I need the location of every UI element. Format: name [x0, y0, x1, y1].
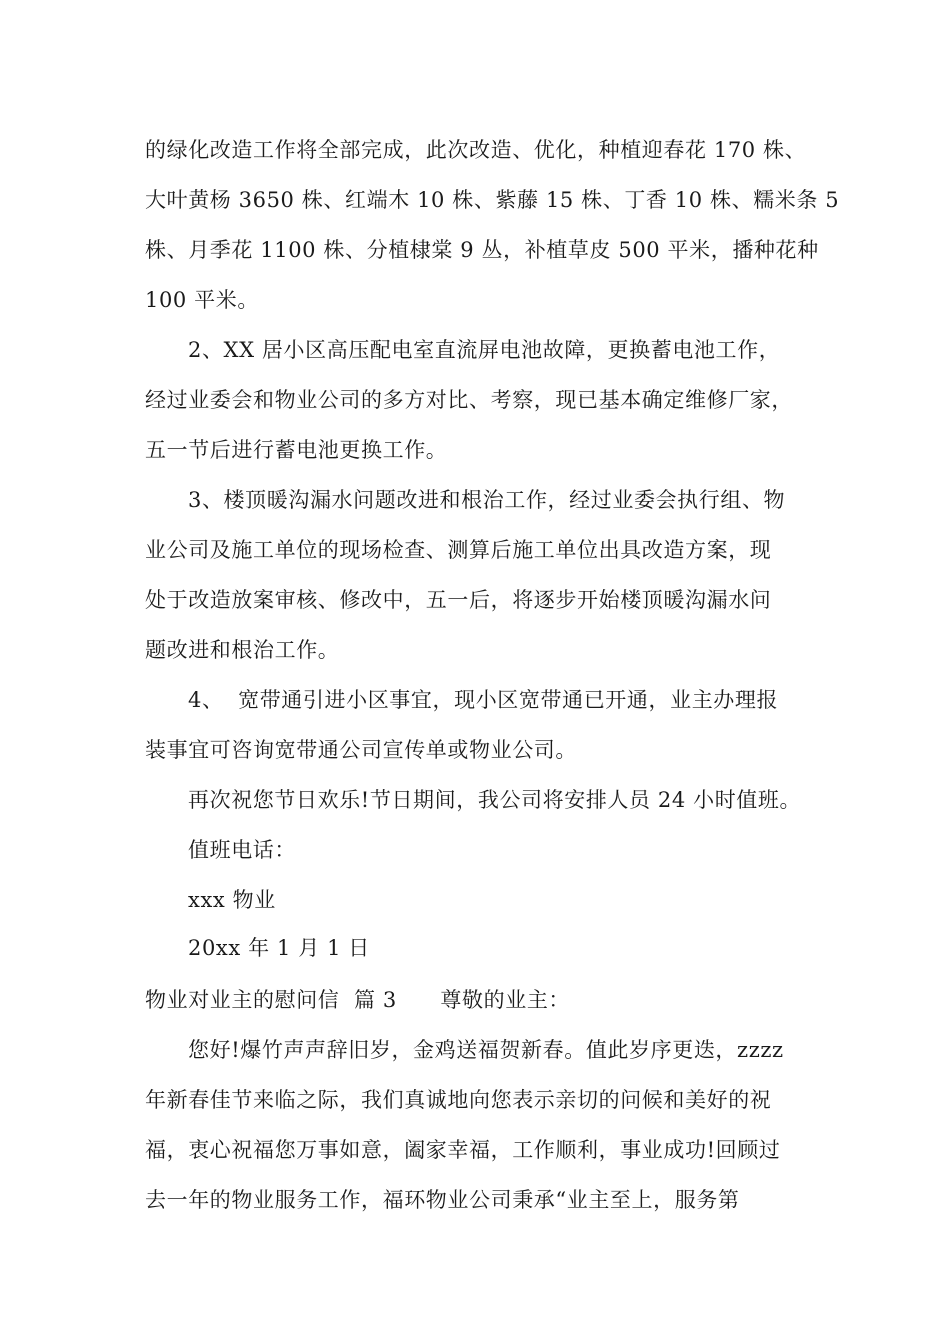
text-line: 2、XX 居小区高压配电室直流屏电池故障，更换蓄电池工作，: [188, 338, 781, 362]
text-line: 100 平米。: [145, 288, 259, 312]
text-line: 再次祝您节日欢乐!节日期间，我公司将安排人员 24 小时值班。: [188, 788, 802, 812]
text-line: 株、月季花 1100 株、分植棣棠 9 丛，补植草皮 500 平米，播种花种: [145, 238, 819, 262]
text-line: 大叶黄杨 3650 株、红端木 10 株、紫藤 15 株、丁香 10 株、糯米条 5: [145, 188, 840, 212]
text-line: xxx 物业: [188, 888, 276, 912]
text-line: 经过业委会和物业公司的多方对比、考察，现已基本确定维修厂家，: [145, 388, 793, 412]
text-line: 处于改造放案审核、修改中，五一后，将逐步开始楼顶暖沟漏水问: [145, 588, 772, 612]
text-line: 您好!爆竹声声辞旧岁，金鸡送福贺新春。值此岁序更迭，zzzz: [188, 1038, 784, 1062]
text-line: 年新春佳节来临之际，我们真诚地向您表示亲切的问候和美好的祝: [145, 1088, 772, 1112]
text-line: 业公司及施工单位的现场检查、测算后施工单位出具改造方案，现: [145, 538, 772, 562]
text-line: 值班电话：: [188, 838, 296, 862]
text-line: 福，衷心祝福您万事如意，阖家幸福，工作顺利，事业成功!回顾过: [145, 1138, 781, 1162]
text-line: 20xx 年 1 月 1 日: [188, 936, 370, 960]
text-line: 装事宜可咨询宽带通公司宣传单或物业公司。: [145, 738, 577, 762]
text-line: 的绿化改造工作将全部完成，此次改造、优化，种植迎春花 170 株、: [145, 138, 807, 162]
text-line: 题改进和根治工作。: [145, 638, 340, 662]
section-heading: 物业对业主的慰问信 篇 3 尊敬的业主：: [145, 988, 571, 1012]
text-line: 4、 宽带通引进小区事宜，现小区宽带通已开通，业主办理报: [188, 688, 779, 712]
text-line: 五一节后进行蓄电池更换工作。: [145, 438, 448, 462]
text-line: 去一年的物业服务工作，福环物业公司秉承“业主至上，服务第: [145, 1188, 740, 1212]
text-line: 3、楼顶暖沟漏水问题改进和根治工作，经过业委会执行组、物: [188, 488, 786, 512]
